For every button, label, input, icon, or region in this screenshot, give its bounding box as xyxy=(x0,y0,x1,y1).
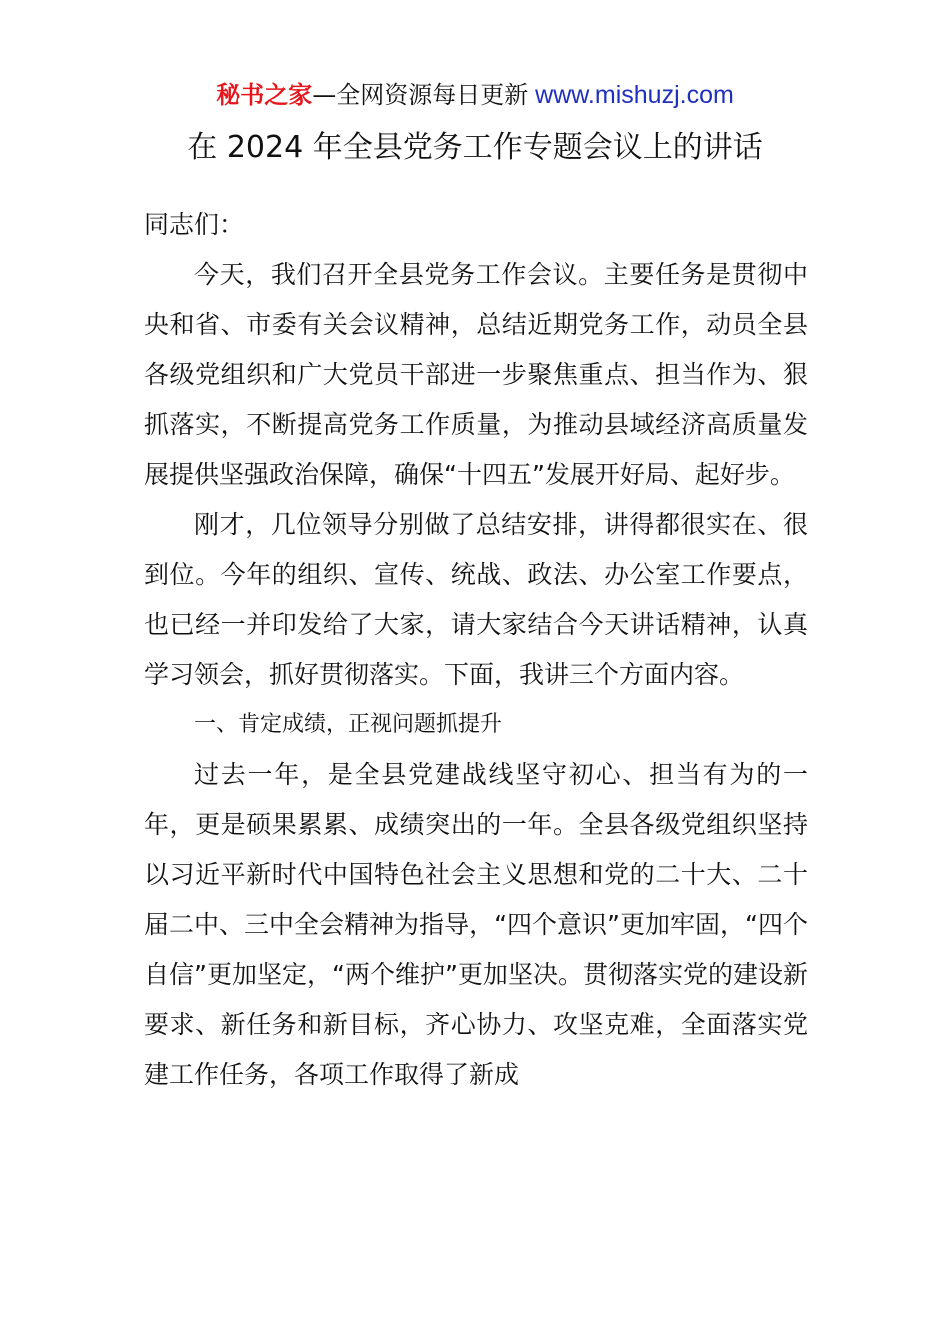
paragraph: 过去一年，是全县党建战线坚守初心、担当有为的一年，更是硕果累累、成绩突出的一年。全县各级党组织坚持以习近平新时代中国特色社会主义思想和党的二十大、二十届二中、三中全会精神为指导，“四个意识”更加牢固，“四个自信”更加坚定，“两个维护”更加坚决。贯彻落实党的建设新要求、新任务和新目标，齐心协力、攻坚克难，全面落实党建工作任务，各项工作取得了新成 xyxy=(144,760,808,1089)
paragraph: 刚才，几位领导分别做了总结安排，讲得都很实在、很到位。今年的组织、宣传、统战、政法、办公室工作要点，也已经一并印发给了大家，请大家结合今天讲话精神，认真学习领会，抓好贯彻落实。下面，我讲三个方面内容。 xyxy=(144,510,808,689)
brand-name: 秘书之家 xyxy=(216,81,313,109)
site-header xyxy=(0,78,950,112)
document-body xyxy=(144,200,808,1100)
salutation: 同志们： xyxy=(144,210,245,239)
paragraph: 今天，我们召开全县党务工作会议。主要任务是贯彻中央和省、市委有关会议精神，总结近期党务工作，动员全县各级党组织和广大党员干部进一步聚焦重点、担当作为、狠抓落实，不断提高党务工作质量，为推动县域经济高质量发展提供坚强政治保障，确保“十四五”发展开好局、起好步。 xyxy=(144,260,808,489)
section-heading: 一、肯定成绩，正视问题抓提升 xyxy=(194,712,503,737)
site-url-link[interactable]: www.mishuzj.com xyxy=(528,81,734,109)
document-title: 在 2024 年全县党务工作专题会议上的讲话 xyxy=(187,130,763,165)
site-tagline: —全网资源每日更新 xyxy=(312,81,529,109)
